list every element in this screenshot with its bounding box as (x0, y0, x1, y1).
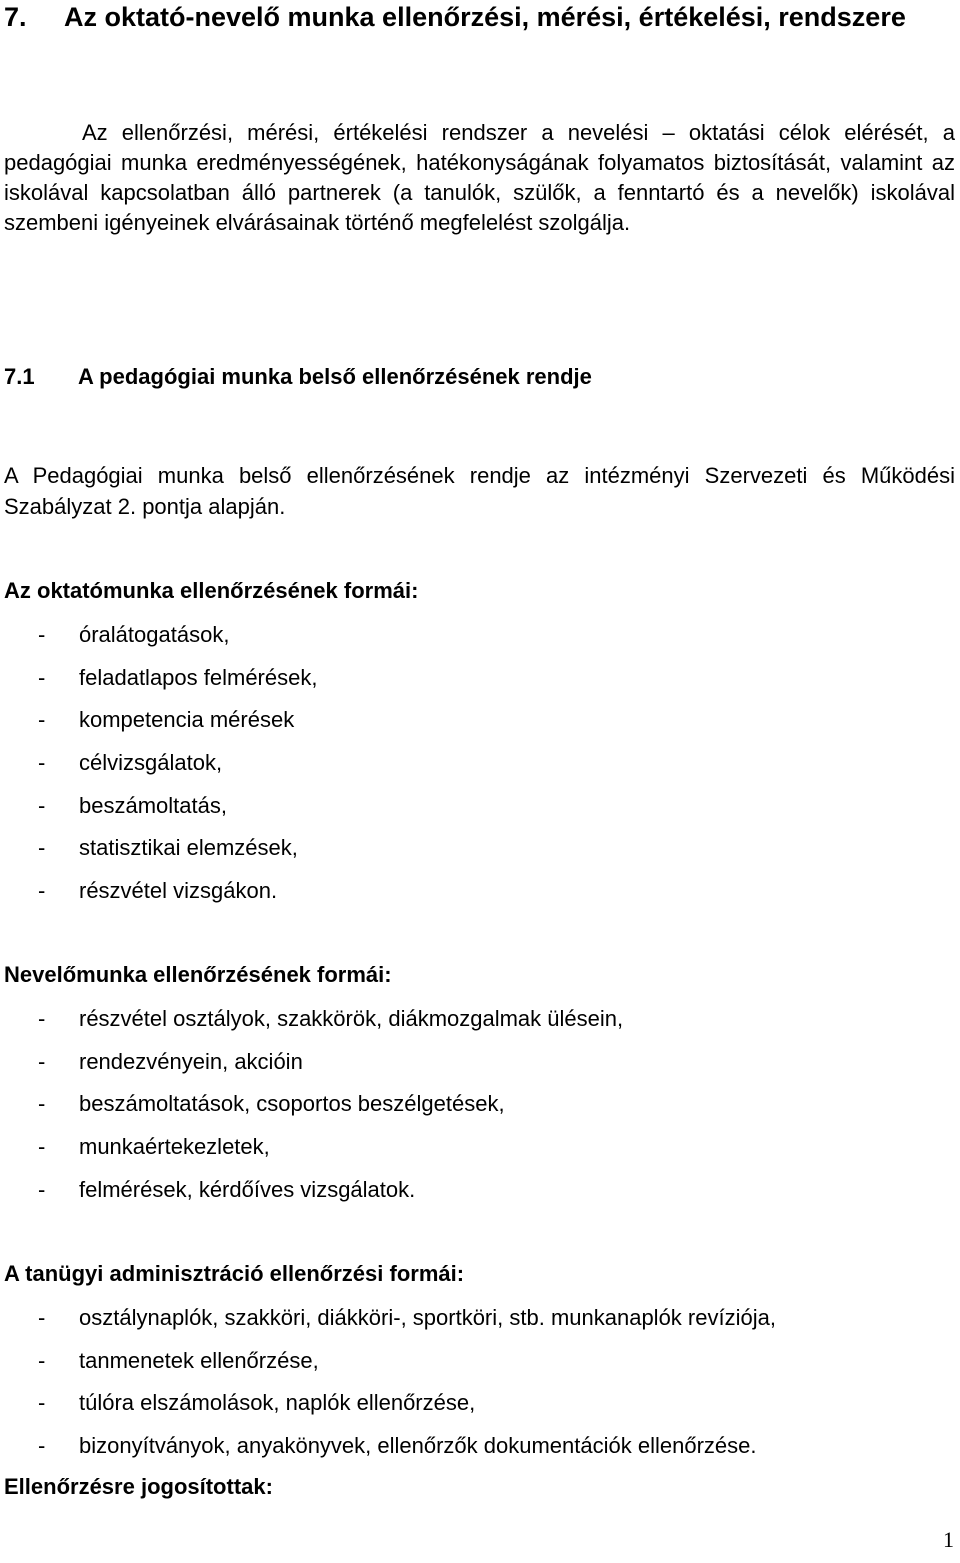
jogosultak-heading: Ellenőrzésre jogosítottak: (4, 1474, 273, 1499)
dash-bullet: - (38, 707, 46, 733)
list-item (4, 705, 317, 748)
section-number: 7.1 (4, 364, 35, 389)
dash-bullet: - (38, 622, 46, 647)
chapter-title: Az oktató-nevelő munka ellenőrzési, mérési, értékelési, rendszere (64, 2, 906, 32)
list-item (4, 1303, 776, 1346)
list-item (4, 1089, 623, 1132)
dash-bullet: - (38, 1006, 46, 1031)
admin-heading: A tanügyi adminisztráció ellenőrzési formái: (4, 1261, 465, 1286)
chapter-number: 7. (4, 2, 27, 32)
list-item (4, 1346, 776, 1389)
dash-bullet: - (38, 878, 46, 904)
dash-bullet: - (38, 1305, 46, 1330)
dash-bullet: - (38, 792, 46, 818)
list-item-text: bizonyítványok, anyakönyvek, ellenőrzők dokumentációk ellenőrzése. (79, 1433, 757, 1459)
dash-bullet: - (38, 664, 46, 690)
list-item (4, 748, 317, 791)
oktato-list (4, 620, 317, 919)
nevelo-list (4, 1004, 623, 1217)
list-item (4, 620, 317, 663)
list-item-text: statisztikai elemzések, (79, 835, 298, 861)
dash-bullet: - (38, 1048, 46, 1074)
dash-bullet: - (38, 1390, 46, 1416)
list-item-text: kompetencia mérések (79, 707, 295, 733)
list-item-text: részvétel osztályok, szakkörök, diákmozgalmak ülésein, (79, 1006, 624, 1031)
list-item (4, 1132, 623, 1175)
list-item (4, 876, 317, 919)
oktato-heading: Az oktatómunka ellenőrzésének formái: (4, 578, 419, 603)
dash-bullet: - (38, 1433, 46, 1459)
dash-bullet: - (38, 1134, 46, 1160)
list-item (4, 1047, 623, 1090)
list-item (4, 663, 317, 706)
list-item-text: munkaértekezletek, (79, 1134, 270, 1160)
dash-bullet: - (38, 835, 46, 861)
list-item (4, 1004, 623, 1047)
list-item (4, 791, 317, 834)
list-item-text: felmérések, kérdőíves vizsgálatok. (79, 1176, 416, 1202)
dash-bullet: - (38, 1091, 46, 1117)
list-item-text: részvétel vizsgákon. (79, 878, 278, 904)
admin-list (4, 1303, 776, 1474)
list-item (4, 833, 317, 876)
section-heading (4, 364, 592, 390)
nevelo-heading: Nevelőmunka ellenőrzésének formái: (4, 962, 392, 987)
list-item (4, 1431, 776, 1474)
list-item-text: célvizsgálatok, (79, 750, 223, 776)
list-item-text: osztálynaplók, szakköri, diákköri-, sportköri, stb. munkanaplók revíziója, (79, 1305, 776, 1330)
list-item-text: rendezvényein, akcióin (79, 1048, 303, 1074)
dash-bullet: - (38, 750, 46, 776)
list-item-text: óralátogatások, (79, 622, 230, 647)
section-paragraph: A Pedagógiai munka belső ellenőrzésének rendje az intézményi Szervezeti és Működési Szabályzat 2. pontja alapján. (4, 463, 955, 519)
section-title: A pedagógiai munka belső ellenőrzésének rendje (78, 364, 592, 389)
list-item (4, 1388, 776, 1431)
list-item-text: beszámoltatások, csoportos beszélgetések, (79, 1091, 505, 1117)
page-number: 1 (943, 1527, 954, 1552)
list-item-text: tanmenetek ellenőrzése, (79, 1347, 319, 1373)
list-item-text: túlóra elszámolások, naplók ellenőrzése, (79, 1390, 476, 1416)
list-item-text: beszámoltatás, (79, 792, 227, 818)
chapter-heading (4, 0, 944, 34)
dash-bullet: - (38, 1347, 46, 1373)
list-item-text: feladatlapos felmérések, (79, 664, 318, 690)
list-item (4, 1175, 623, 1218)
intro-paragraph: Az ellenőrzési, mérési, értékelési rendszer a nevelési – oktatási célok elérését, a pedagógiai munka eredményességének, hatékonyságának folyamatos biztosítását, valamint az iskolával kapcsolatban álló partnerek (a tanulók, szülők, a fenntartó és a nevelők) iskolával szembeni igényeinek elvárásainak történő megfelelést szolgálja. (4, 120, 955, 235)
dash-bullet: - (38, 1176, 46, 1202)
